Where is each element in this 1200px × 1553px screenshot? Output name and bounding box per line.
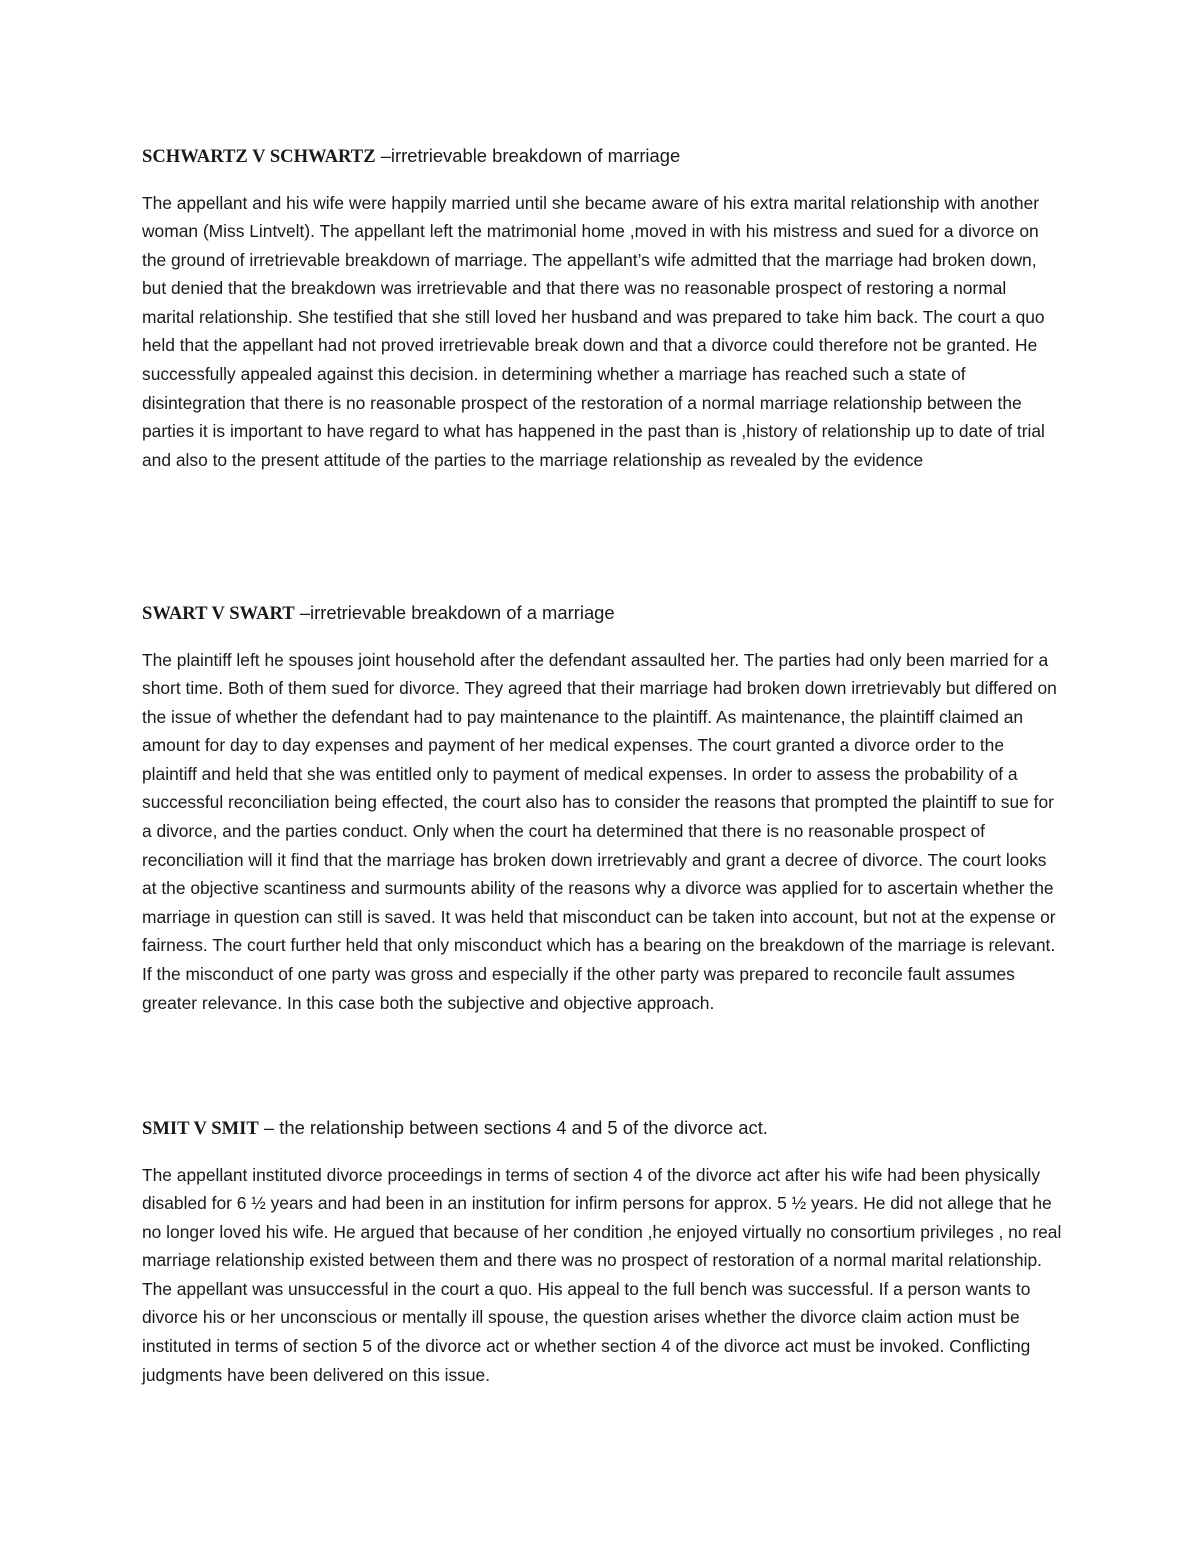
case-name: SWART V SWART	[142, 603, 295, 624]
case-summary: The appellant and his wife were happily married until she became aware of his extra marital relationship with another woman (Miss Lintvelt). The appellant left the matrimonial home ,moved in with his mistress and sued for a divorce on the ground of irretrievable breakdown of marriage. The appellant’s wife admitted that the marriage had broken down, but denied that the breakdown was irretrievable and that there was no reasonable prospect of restoring a normal marital relationship. She testified that she still loved her husband and was prepared to take him back. The court a quo held that the appellant had not proved irretrievable break down and that a divorce could therefore not be granted. He successfully appealed against this decision. in determining whether a marriage has reached such a state of disintegration that there is no reasonable prospect of the restoration of a normal marriage relationship between the parties it is important to have regard to what has happened in the past than is ,history of relationship up to date of trial and also to the present attitude of the parties to the marriage relationship as revealed by the evidence	[142, 192, 1045, 470]
case-topic: –irretrievable breakdown of marriage	[375, 145, 681, 166]
case-section-smit	[142, 1114, 1062, 1389]
case-name: SCHWARTZ V SCHWARTZ	[142, 146, 376, 167]
case-topic: – the relationship between sections 4 and 5 of the divorce act.	[258, 1117, 768, 1138]
case-section-schwartz	[142, 142, 1062, 474]
case-heading	[142, 1114, 1062, 1144]
case-topic: –irretrievable breakdown of a marriage	[294, 602, 615, 623]
case-summary: The plaintiff left he spouses joint household after the defendant assaulted her. The parties had only been married for a short time. Both of them sued for divorce. They agreed that their marriage had broken down irretrievably but differed on the issue of whether the defendant had to pay maintenance to the plaintiff. As maintenance, the plaintiff claimed an amount for day to day expenses and payment of her medical expenses. The court granted a divorce order to the plaintiff and held that she was entitled only to payment of medical expenses. In order to assess the probability of a successful reconciliation being effected, the court also has to consider the reasons that prompted the plaintiff to sue for a divorce, and the parties conduct. Only when the court ha determined that there is no reasonable prospect of reconciliation will it find that the marriage has broken down irretrievably and grant a decree of divorce. The court looks at the objective scantiness and surmounts ability of the reasons why a divorce was applied for to ascertain whether the marriage in question can still is saved. It was held that misconduct can be taken into account, but not at the expense or fairness. The court further held that only misconduct which has a bearing on the breakdown of the marriage is relevant. If the misconduct of one party was gross and especially if the other party was prepared to reconcile fault assumes greater relevance. In this case both the subjective and objective approach.	[142, 649, 1057, 1013]
case-section-swart	[142, 599, 1062, 1017]
case-heading	[142, 599, 1062, 629]
case-summary: The appellant instituted divorce proceedings in terms of section 4 of the divorce act after his wife had been physically disabled for 6 ½ years and had been in an institution for infirm persons for approx. 5 ½ years. He did not allege that he no longer loved his wife. He argued that because of her condition ,he enjoyed virtually no consortium privileges , no real marriage relationship existed between them and there was no prospect of restoration of a normal marital relationship. The appellant was unsuccessful in the court a quo. His appeal to the full bench was successful. If a person wants to divorce his or her unconscious or mentally ill spouse, the question arises whether the divorce claim action must be instituted in terms of section 5 of the divorce act or whether section 4 of the divorce act must be invoked. Conflicting judgments have been delivered on this issue.	[142, 1164, 1062, 1385]
case-name: SMIT V SMIT	[142, 1118, 259, 1139]
case-heading	[142, 142, 1062, 172]
